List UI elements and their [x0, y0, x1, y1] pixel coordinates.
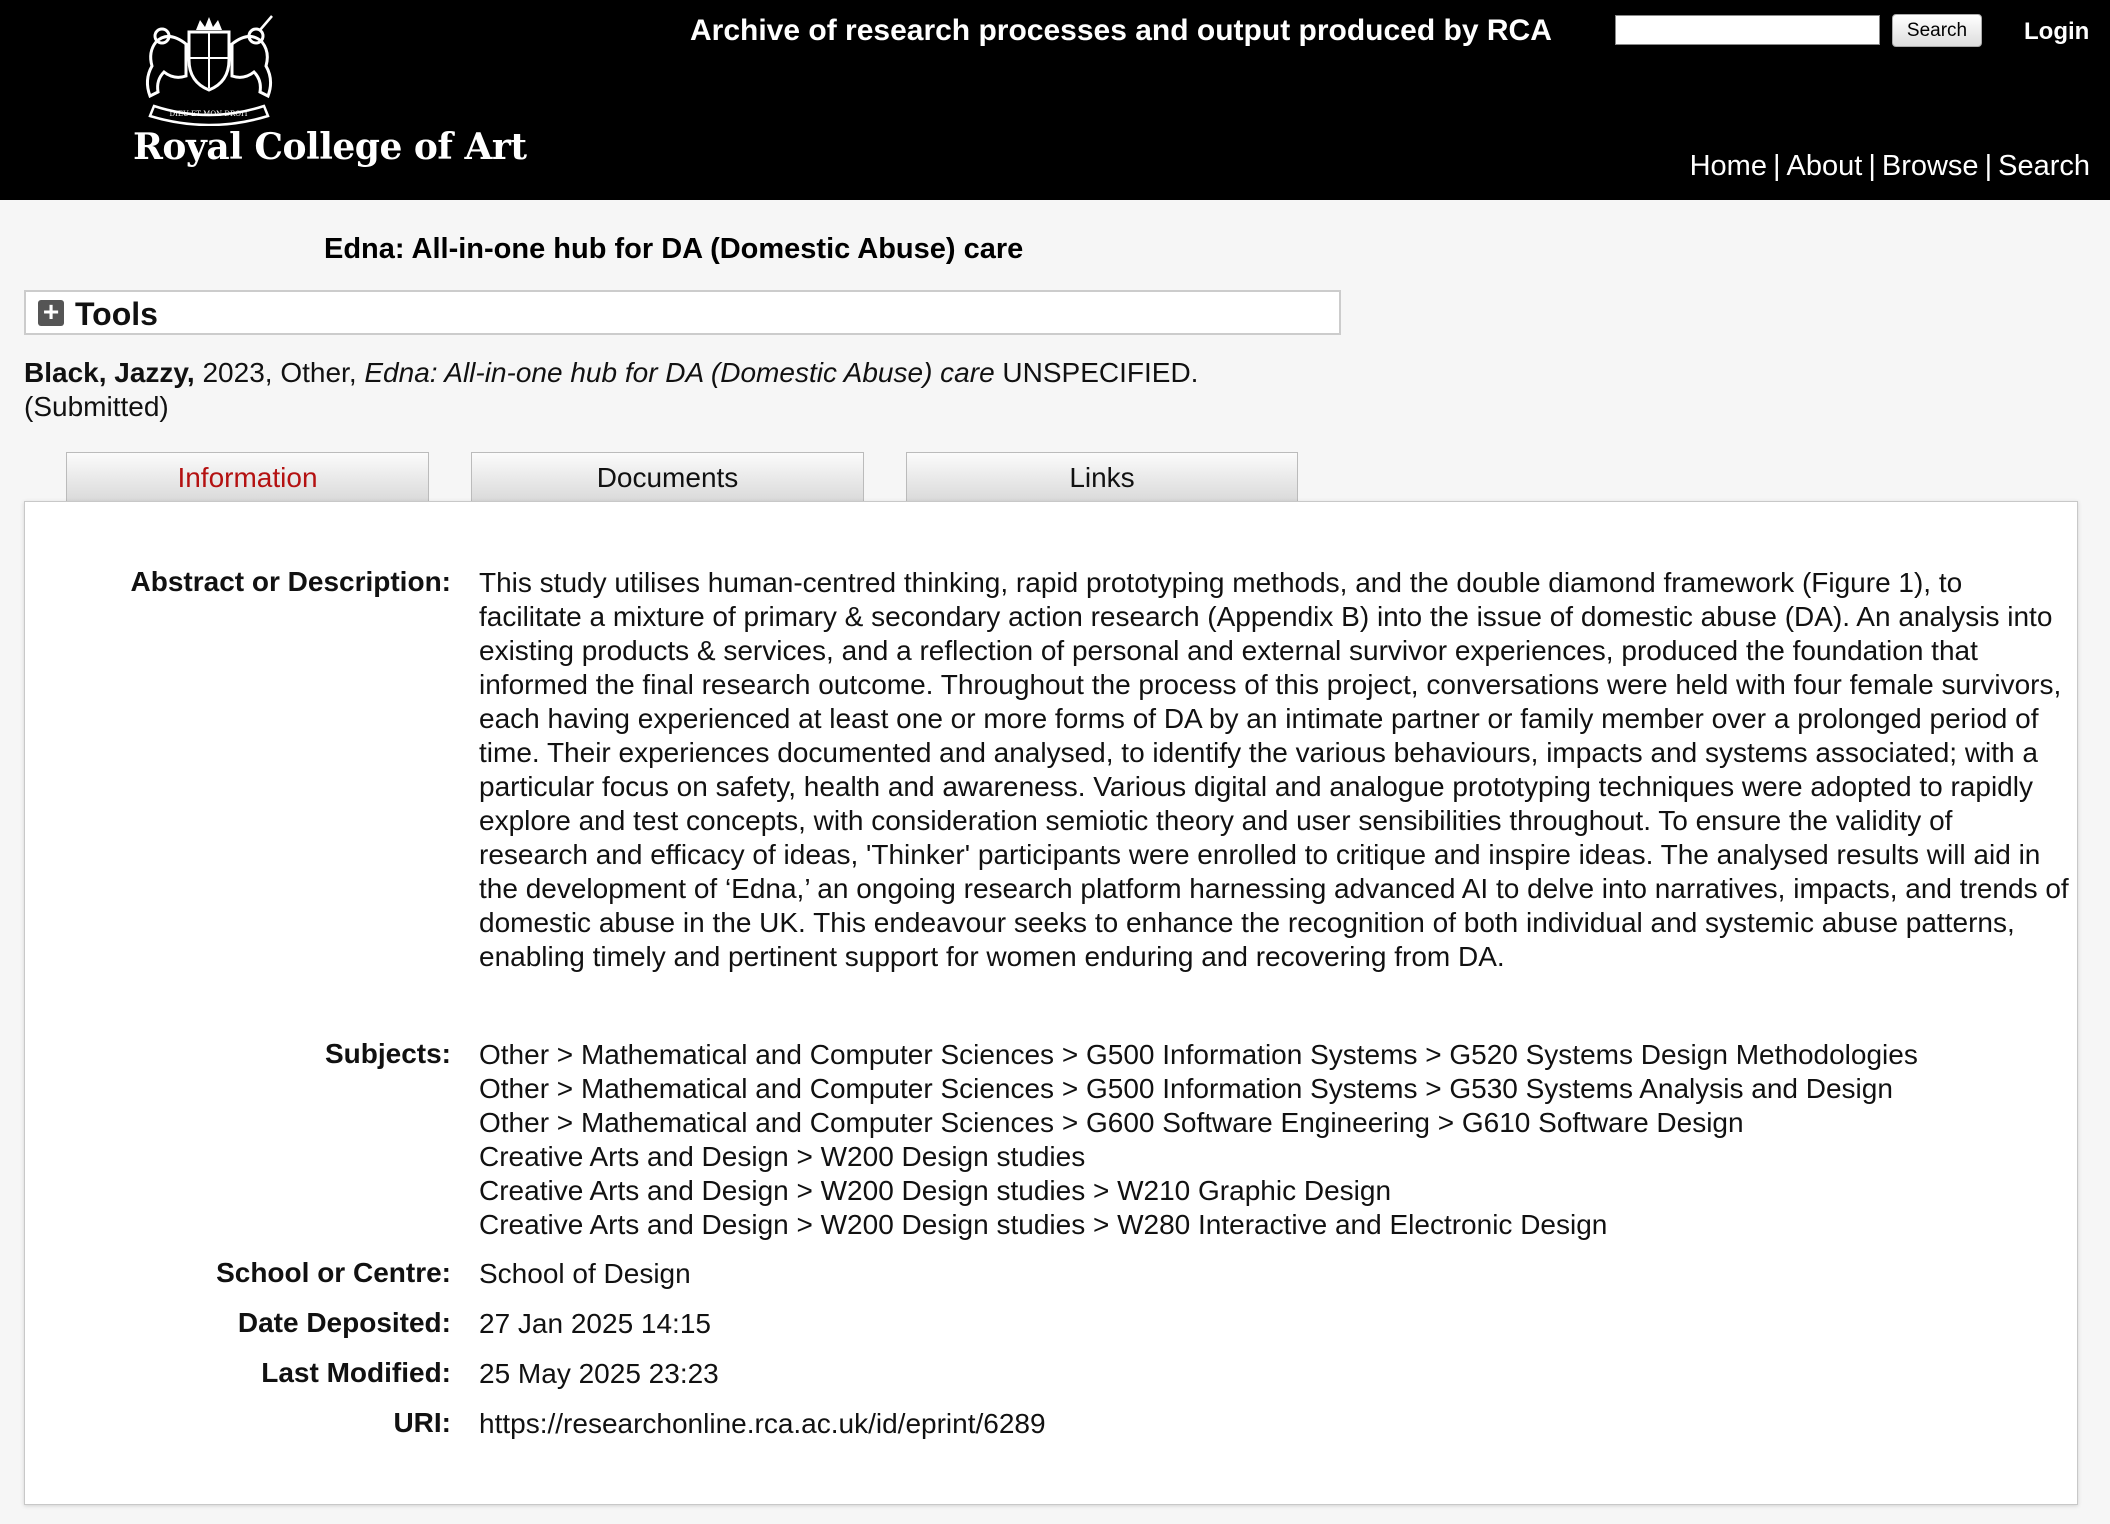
citation-year-type: 2023, Other,: [194, 357, 365, 388]
tools-toggle[interactable]: [24, 290, 1341, 335]
uri-label: URI:: [393, 1407, 451, 1438]
site-tagline: Archive of research processes and output produced by RCA: [690, 14, 1552, 47]
nav-separator: |: [1984, 150, 1993, 182]
page-title: Edna: All-in-one hub for DA (Domestic Abuse) care: [324, 233, 1024, 265]
citation-title: Edna: All-in-one hub for DA (Domestic Abuse) care: [364, 357, 995, 388]
last-modified-label: Last Modified:: [261, 1357, 451, 1388]
subject-item[interactable]: Creative Arts and Design > W200 Design studies: [479, 1141, 1086, 1172]
subject-item[interactable]: Other > Mathematical and Computer Sciences > G500 Information Systems > G520 Systems Design Methodologies: [479, 1039, 1918, 1070]
abstract-label: Abstract or Description:: [130, 566, 451, 597]
uri-link[interactable]: https://researchonline.rca.ac.uk/id/eprint/6289: [479, 1408, 1046, 1439]
brand-name[interactable]: Royal College of Art: [133, 126, 527, 168]
login-link[interactable]: Login: [2024, 18, 2090, 45]
citation-author: Black, Jazzy,: [24, 357, 195, 388]
search-input[interactable]: [1615, 15, 1880, 45]
site-header: [0, 0, 2110, 200]
subject-item[interactable]: Creative Arts and Design > W200 Design studies > W210 Graphic Design: [479, 1175, 1392, 1206]
citation-status: (Submitted): [24, 391, 169, 422]
tab-documents[interactable]: Documents: [471, 452, 864, 502]
nav-separator: |: [1868, 150, 1876, 182]
date-deposited-label: Date Deposited:: [237, 1307, 451, 1338]
citation-publisher: UNSPECIFIED.: [994, 357, 1199, 388]
crest-motto: DIEU ET MON DROIT: [169, 110, 249, 118]
nav-separator: |: [1772, 150, 1781, 182]
subject-item[interactable]: Creative Arts and Design > W200 Design studies > W280 Interactive and Electronic Design: [479, 1209, 1608, 1240]
royal-crest-logo[interactable]: [126, 14, 292, 126]
nav-home-link[interactable]: Home: [1689, 150, 1767, 182]
nav-search-link[interactable]: Search: [1998, 150, 2090, 182]
nav-browse-link[interactable]: Browse: [1881, 150, 1979, 182]
school-value[interactable]: School of Design: [479, 1258, 691, 1289]
nav-about-link[interactable]: About: [1786, 150, 1863, 182]
citation: [24, 356, 1324, 424]
search-button[interactable]: Search: [1892, 14, 1982, 47]
tab-links[interactable]: Links: [906, 452, 1298, 502]
tools-label: Tools: [75, 296, 158, 332]
main-nav: [1690, 150, 2090, 183]
plus-icon[interactable]: +: [38, 300, 64, 326]
information-panel: [24, 501, 2078, 1505]
tab-information[interactable]: Information: [66, 452, 429, 502]
last-modified-value: 25 May 2025 23:23: [479, 1358, 719, 1389]
subject-item[interactable]: Other > Mathematical and Computer Sciences > G500 Information Systems > G530 Systems Analysis and Design: [479, 1073, 1893, 1104]
subject-item[interactable]: Other > Mathematical and Computer Sciences > G600 Software Engineering > G610 Software Design: [479, 1107, 1744, 1138]
date-deposited-value: 27 Jan 2025 14:15: [479, 1308, 711, 1339]
school-label: School or Centre:: [216, 1257, 451, 1288]
subjects-list: [479, 1038, 2069, 1242]
subjects-label: Subjects:: [324, 1038, 451, 1069]
abstract-text: This study utilises human-centred thinking, rapid prototyping methods, and the double diamond framework (Figure 1), to facilitate a mixture of primary & secondary action research (Appendix B) into the issue of domestic abuse (DA). An analysis into existing products & services, and a reflection of personal and external survivor experiences, produced the foundation that informed the final research outcome. Throughout the process of this project, conversations were held with four female survivors, each having experienced at least one or more forms of DA by an intimate partner or family member over a prolonged period of time. Their experiences documented and analysed, to identify the various behaviours, impacts and systems associated; with a particular focus on safety, health and awareness. Various digital and analogue prototyping techniques were adopted to rapidly explore and test concepts, with consideration semiotic theory and user sensibilities throughout. To ensure the validity of research and efficacy of ideas, 'Thinker' participants were enrolled to critique and inspire ideas. The analysed results will aid in the development of ‘Edna,’ an ongoing research platform harnessing advanced AI to delve into narratives, impacts, and trends of domestic abuse in the UK. This endeavour seeks to enhance the recognition of both individual and systemic abuse patterns, enabling timely and pertinent support for women enduring and recovering from DA.: [479, 567, 2069, 972]
